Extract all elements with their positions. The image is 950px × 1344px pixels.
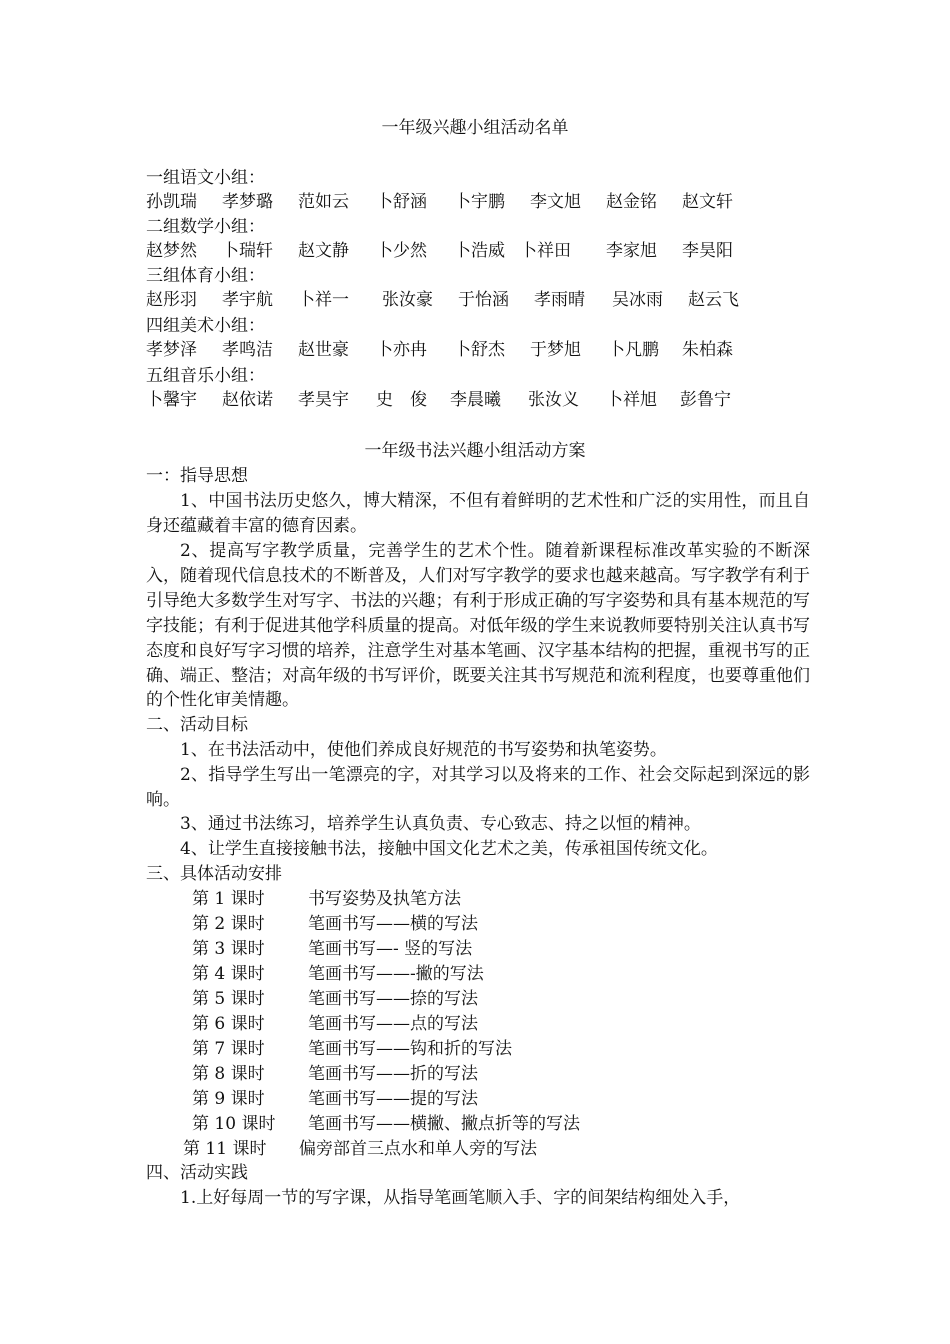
- lesson-topic: 笔画书写——横的写法: [308, 914, 478, 934]
- member-name: 李文旭: [530, 192, 581, 212]
- member-name: 卜馨宇: [146, 390, 197, 410]
- lesson-number: 第 11 课时: [183, 1139, 267, 1159]
- member-name: 孙凯瑞: [146, 192, 197, 212]
- plan-title: 一年级书法兴趣小组活动方案: [364, 441, 586, 461]
- schedule-row: [192, 1062, 478, 1086]
- roster-title: 一年级兴趣小组活动名单: [381, 118, 569, 138]
- group-names-chinese: [146, 190, 733, 214]
- member-name: 李晨曦: [450, 390, 501, 410]
- goal-paragraph-4: 4、让学生直接接触书法，接触中国文化艺术之美，传承祖国传统文化。: [180, 839, 718, 859]
- member-name: 卜舒涵: [376, 192, 427, 212]
- member-name: 孝鸣洁: [222, 340, 273, 360]
- member-name: 卜宇鹏: [454, 192, 505, 212]
- lesson-topic: 书写姿势及执笔方法: [308, 889, 461, 909]
- schedule-row: [192, 1012, 478, 1036]
- member-name: 卜浩威: [454, 241, 505, 261]
- lesson-number: 第 9 课时: [192, 1089, 265, 1109]
- schedule-row: [192, 1037, 512, 1061]
- member-name: 卜舒杰: [454, 340, 505, 360]
- member-name: 卜凡鹏: [608, 340, 659, 360]
- schedule-row: [192, 1112, 580, 1136]
- group-names-sports: [146, 288, 739, 312]
- lesson-number: 第 8 课时: [192, 1064, 265, 1084]
- lesson-number: 第 1 课时: [192, 889, 265, 909]
- member-name: 卜祥一: [298, 290, 349, 310]
- schedule-row: [192, 937, 473, 961]
- group-names-music: [146, 388, 731, 412]
- group-heading-art: 四组美术小组：: [146, 316, 265, 336]
- group-heading-chinese: 一组语文小组：: [146, 168, 265, 188]
- schedule-row: [183, 1137, 537, 1161]
- schedule-row: [192, 987, 478, 1011]
- lesson-number: 第 10 课时: [192, 1114, 276, 1134]
- group-heading-music: 五组音乐小组：: [146, 366, 265, 386]
- member-name: 赵金铭: [606, 192, 657, 212]
- lesson-topic: 偏旁部首三点水和单人旁的写法: [299, 1139, 537, 1159]
- lesson-topic: 笔画书写——钩和折的写法: [308, 1039, 512, 1059]
- member-name: 李家旭: [606, 241, 657, 261]
- member-name: 范如云: [298, 192, 349, 212]
- member-name: 张汝豪: [382, 290, 433, 310]
- schedule-row: [192, 1087, 478, 1111]
- section-heading-schedule: 三、具体活动安排: [146, 864, 282, 884]
- member-name: 吴冰雨: [612, 290, 663, 310]
- member-name: 张汝义: [528, 390, 579, 410]
- lesson-number: 第 7 课时: [192, 1039, 265, 1059]
- member-name: 卜祥旭: [606, 390, 657, 410]
- lesson-number: 第 6 课时: [192, 1014, 265, 1034]
- section-heading-practice: 四、活动实践: [146, 1163, 248, 1183]
- group-heading-math: 二组数学小组：: [146, 217, 265, 237]
- group-names-math: [146, 239, 733, 263]
- lesson-number: 第 4 课时: [192, 964, 265, 984]
- member-name: 卜少然: [376, 241, 427, 261]
- group-heading-sports: 三组体育小组：: [146, 266, 265, 286]
- member-name: 孝梦泽: [146, 340, 197, 360]
- member-name: 卜瑞轩: [222, 241, 273, 261]
- section-heading-goals: 二、活动目标: [146, 715, 248, 735]
- member-name: 孝宇航: [222, 290, 273, 310]
- member-name: 朱柏森: [682, 340, 733, 360]
- schedule-row: [192, 887, 461, 911]
- goal-paragraph-3: 3、通过书法练习，培养学生认真负责、专心致志、持之以恒的精神。: [180, 814, 701, 834]
- member-name: 孝梦璐: [222, 192, 273, 212]
- schedule-row: [192, 912, 478, 936]
- member-name: 赵世豪: [298, 340, 349, 360]
- lesson-topic: 笔画书写——捺的写法: [308, 989, 478, 1009]
- lesson-number: 第 5 课时: [192, 989, 265, 1009]
- lesson-topic: 笔画书写—- 竖的写法: [308, 939, 473, 959]
- member-name: 于梦旭: [530, 340, 581, 360]
- member-name: 卜亦冉: [376, 340, 427, 360]
- member-name: 孝昊宇: [298, 390, 349, 410]
- practice-paragraph-1: 1.上好每周一节的写字课，从指导笔画笔顺入手、字的间架结构细处入手，: [180, 1188, 741, 1208]
- guiding-paragraph-1: 1、中国书法历史悠久，博大精深，不但有着鲜明的艺术性和广泛的实用性，而且自身还蕴藏着丰富的德育因素。: [146, 491, 810, 536]
- lesson-topic: 笔画书写——折的写法: [308, 1064, 478, 1084]
- member-name: 赵彤羽: [146, 290, 197, 310]
- member-name: 李昊阳: [682, 241, 733, 261]
- member-name: 赵云飞: [688, 290, 739, 310]
- member-name: 赵梦然: [146, 241, 197, 261]
- lesson-topic: 笔画书写——提的写法: [308, 1089, 478, 1109]
- guiding-paragraph-2: 2、提高写字教学质量，完善学生的艺术个性。随着新课程标准改革实验的不断深入，随着现代信息技术的不断普及，人们对写字教学的要求也越来越高。写字教学有利于引导绝大多数学生对写字、书法的兴趣；有利于形成正确的写字姿势和具有基本规范的写字技能；有利于促进其他学科质量的提高。对低年级的学生来说教师要特别关注认真书写态度和良好写字习惯的培养，注意学生对基本笔画、汉字基本结构的把握，重视书写的正确、端正、整洁；对高年级的书写评价，既要关注其书写规范和流利程度，也要尊重他们的个性化审美情趣。: [146, 541, 810, 711]
- lesson-topic: 笔画书写——点的写法: [308, 1014, 478, 1034]
- lesson-number: 第 2 课时: [192, 914, 265, 934]
- lesson-topic: 笔画书写——-撇的写法: [308, 964, 484, 984]
- member-name: 卜祥田: [520, 241, 571, 261]
- goal-paragraph-1: 1、在书法活动中，使他们养成良好规范的书写姿势和执笔姿势。: [180, 740, 667, 760]
- member-name: 于怡涵: [458, 290, 509, 310]
- member-name: 赵文轩: [682, 192, 733, 212]
- member-name: 赵依诺: [222, 390, 273, 410]
- member-name: 孝雨晴: [534, 290, 585, 310]
- section-heading-guiding: 一：指导思想: [146, 466, 248, 486]
- schedule-row: [192, 962, 484, 986]
- member-name: 赵文静: [298, 241, 349, 261]
- lesson-number: 第 3 课时: [192, 939, 265, 959]
- group-names-art: [146, 338, 733, 362]
- goal-paragraph-2: 2、指导学生写出一笔漂亮的字，对其学习以及将来的工作、社会交际起到深远的影响。: [146, 765, 810, 810]
- member-name: 彭鲁宁: [680, 390, 731, 410]
- member-name: 史 俊: [376, 390, 427, 410]
- lesson-topic: 笔画书写——横撇、撇点折等的写法: [308, 1114, 580, 1134]
